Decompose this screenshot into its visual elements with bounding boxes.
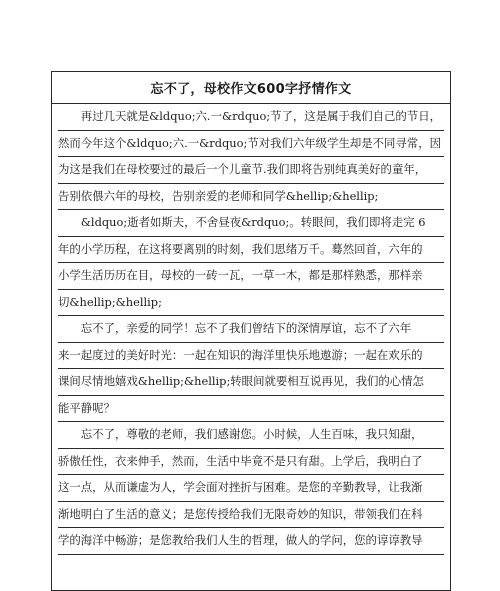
- paragraph-3: [52, 316, 450, 422]
- text-line: 告别依偎六年的母校，告别亲爱的老师和同学&hellip;&hellip;: [58, 184, 444, 211]
- text-line: 能平静呢？: [58, 396, 444, 423]
- text-line: 切&hellip;&hellip;: [58, 290, 444, 317]
- text-line: 年的小学历程，在这将要离别的时刻，我们思绪万千。蓦然回首，六年的: [58, 237, 444, 264]
- text-line: 然而今年这个&ldquo;六.一&rdquo;节对我们六年级学生却是不同寻常，因: [58, 131, 444, 158]
- text-line: 忘不了，亲爱的同学！忘不了我们曾结下的深情厚谊，忘不了六年: [58, 316, 444, 343]
- text-line: 这一点，从而谦虚为人，学会面对挫折与困难。是您的辛勤教导，让我渐: [58, 475, 444, 502]
- paragraph-2: [52, 210, 450, 316]
- text-line: 来一起度过的美好时光：一起在知识的海洋里快乐地遨游；一起在欢乐的: [58, 343, 444, 370]
- text-line: 骄傲任性，衣来伸手，然而，生活中毕竟不是只有甜。上学后，我明白了: [58, 449, 444, 476]
- text-line: 课间尽情地嬉戏&hellip;&hellip;转眼间就要相互说再见，我们的心情怎: [58, 369, 444, 396]
- text-line: 再过几天就是&ldquo;六.一&rdquo;节了，这是属于我们自己的节日，: [58, 104, 444, 131]
- text-line: 忘不了，尊敬的老师，我们感谢您。小时候，人生百味，我只知甜，: [58, 422, 444, 449]
- text-line: 小学生活历历在目，母校的一砖一瓦，一草一木，都是那样熟悉，那样亲: [58, 263, 444, 290]
- text-line: 为这是我们在母校要过的最后一个儿童节.我们即将告别纯真美好的童年，: [58, 157, 444, 184]
- text-line: &ldquo;逝者如斯夫，不舍昼夜&rdquo;。转眼间，我们即将走完 6: [58, 210, 444, 237]
- paragraph-4: [52, 422, 450, 555]
- text-line: 学的海洋中畅游；是您教给我们人生的哲理，做人的学问，您的谆谆教导: [58, 528, 444, 555]
- document-title: 忘不了，母校作文600字抒情作文: [52, 72, 450, 104]
- text-line: 渐地明白了生活的意义；是您传授给我们无限奇妙的知识，带领我们在科: [58, 502, 444, 529]
- document-table: [51, 71, 451, 591]
- paragraph-1: [52, 104, 450, 210]
